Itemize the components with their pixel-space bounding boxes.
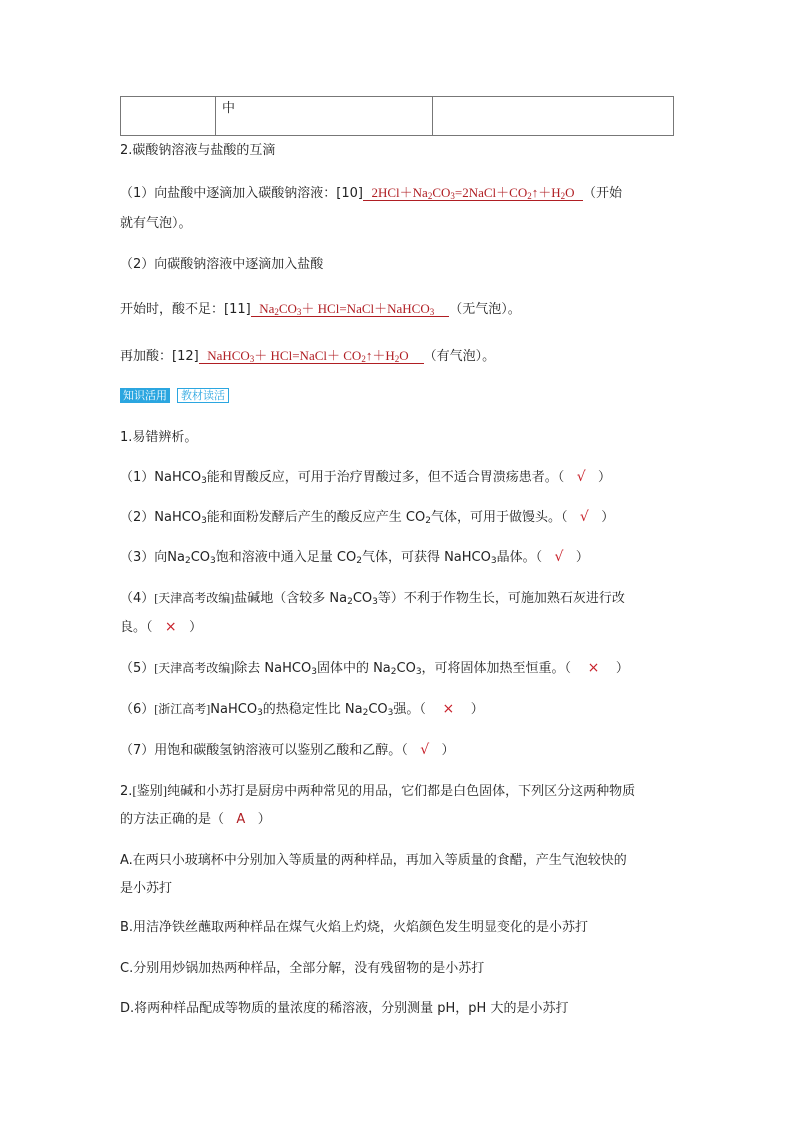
p4-suffix: （有气泡）。 — [423, 349, 496, 364]
q1-item-end: ） — [575, 550, 589, 565]
tag-textbook: 教材读活 — [177, 388, 229, 403]
option-c: C.分别用炒锅加热两种样品，全部分解，没有残留物的是小苏打 — [120, 961, 485, 976]
p3-suffix: （无气泡）。 — [449, 302, 521, 317]
q1-item-end: ） — [598, 470, 612, 485]
paragraph-1 — [120, 182, 622, 201]
top-table — [120, 96, 674, 136]
q1-item-text: （2）NaHCO$_3$能和面粉发酵后产生的酸反应产生 $CO_2$气体，可用于做馒头。（ — [120, 510, 568, 526]
q2-end: ） — [257, 812, 271, 827]
p1-line2: 就有气泡）。 — [120, 216, 192, 231]
check-mark-icon: √ — [579, 509, 589, 525]
q1-item-3 — [120, 546, 589, 565]
q1-item-text: 除去 NaHCO$_3$固体中的 $Na_2CO_3$，可将固体加热至恒重。（ — [234, 661, 572, 677]
p1-equation: $2HCl+Na_2CO_3=2NaCl+CO_2↑+H_2O$ — [364, 185, 581, 201]
p1-label: （1）向盐酸中逐滴加入碳酸钠溶液：[10] — [120, 186, 363, 201]
check-mark-icon: √ — [554, 549, 564, 565]
cross-mark-icon: × — [587, 660, 600, 676]
q1-title: 1.易错辨析。 — [120, 430, 198, 445]
q1-item-text: NaHCO$_3$的热稳定性比 $Na_2CO_3$强。（ — [210, 702, 426, 718]
source-tag: [天津高考改编] — [154, 661, 235, 675]
q2-line1 — [120, 780, 635, 799]
q2-number: 2. — [120, 784, 133, 799]
check-mark-icon: √ — [576, 469, 586, 485]
tag-knowledge: 知识活用 — [120, 388, 170, 403]
q1-item-number: （6） — [120, 702, 155, 717]
q2-text: 的方法正确的是（ — [120, 812, 225, 827]
q1-item-end: ） — [470, 702, 484, 717]
paragraph-4 — [120, 345, 495, 364]
q1-item-4 — [120, 587, 625, 606]
source-tag: [浙江高考] — [154, 702, 211, 716]
q1-item-end: ） — [601, 510, 615, 525]
cross-mark-icon: × — [164, 619, 177, 635]
q1-item-text: 良。（ — [120, 620, 153, 635]
paragraph-2: （2）向碳酸钠溶液中逐滴加入盐酸 — [120, 257, 324, 272]
q1-item-text: 盐碱地（含较多 $Na_2CO_3$等）不利于作物生长，可施加熟石灰进行改 — [234, 591, 625, 607]
q1-item-1 — [120, 466, 611, 485]
table-cell — [121, 97, 216, 136]
q1-item-5 — [120, 657, 629, 676]
p3-equation: $Na_2CO_3+$ HCl=NaCl＋NaHCO$_3$ — [251, 301, 450, 317]
q2-tag: [鉴别] — [132, 783, 168, 798]
option-a-line2: 是小苏打 — [120, 881, 173, 896]
source-tag: [天津高考改编] — [154, 591, 235, 605]
p4-equation: NaHCO$_3$＋ HCl=NaCl＋ $CO_2↑+H_2O$ — [200, 348, 422, 364]
q1-item-2 — [120, 506, 614, 525]
p4-label: 再加酸：[12] — [120, 349, 199, 364]
q2-answer: A — [236, 812, 246, 827]
q1-item-end: ） — [189, 620, 203, 635]
q1-item-end: ） — [441, 743, 455, 758]
q1-item-text: （1）NaHCO$_3$能和胃酸反应，可用于治疗胃酸过多，但不适合胃溃疡患者。（ — [120, 470, 565, 486]
table-cell-text: 中 — [222, 101, 236, 116]
paragraph-3 — [120, 298, 521, 317]
p3-label: 开始时，酸不足：[11] — [120, 302, 251, 317]
cross-mark-icon: × — [442, 701, 455, 717]
table-cell — [433, 97, 674, 136]
table-cell — [216, 97, 433, 136]
q1-item-4-line2 — [120, 616, 202, 635]
q1-item-number: （4） — [120, 591, 155, 606]
q2-line2 — [120, 808, 271, 827]
check-mark-icon: √ — [420, 742, 430, 758]
q2-text: 纯碱和小苏打是厨房中两种常见的用品，它们都是白色固体，下列区分这两种物质 — [167, 784, 636, 799]
q1-item-text: （3）向$Na_2CO_3$饱和溶液中通入足量 $CO_2$气体，可获得 NaHCO$_3$晶体。（ — [120, 550, 543, 566]
option-b: B.用洁净铁丝蘸取两种样品在煤气火焰上灼烧，火焰颜色发生明显变化的是小苏打 — [120, 920, 589, 935]
option-a-line1: A.在两只小玻璃杯中分别加入等质量的两种样品，再加入等质量的食醋，产生气泡较快的 — [120, 853, 627, 868]
option-d: D.将两种样品配成等物质的量浓度的稀溶液，分别测量 pH，pH 大的是小苏打 — [120, 1001, 569, 1016]
q1-item-end: ） — [615, 661, 629, 676]
q1-item-7 — [120, 739, 455, 758]
q1-item-6 — [120, 698, 484, 717]
q1-item-number: （5） — [120, 661, 155, 676]
section-title: 2.碳酸钠溶液与盐酸的互滴 — [120, 143, 276, 158]
p1-suffix: （开始 — [583, 186, 623, 201]
q1-item-text: （7）用饱和碳酸氢钠溶液可以鉴别乙酸和乙醇。（ — [120, 743, 408, 758]
